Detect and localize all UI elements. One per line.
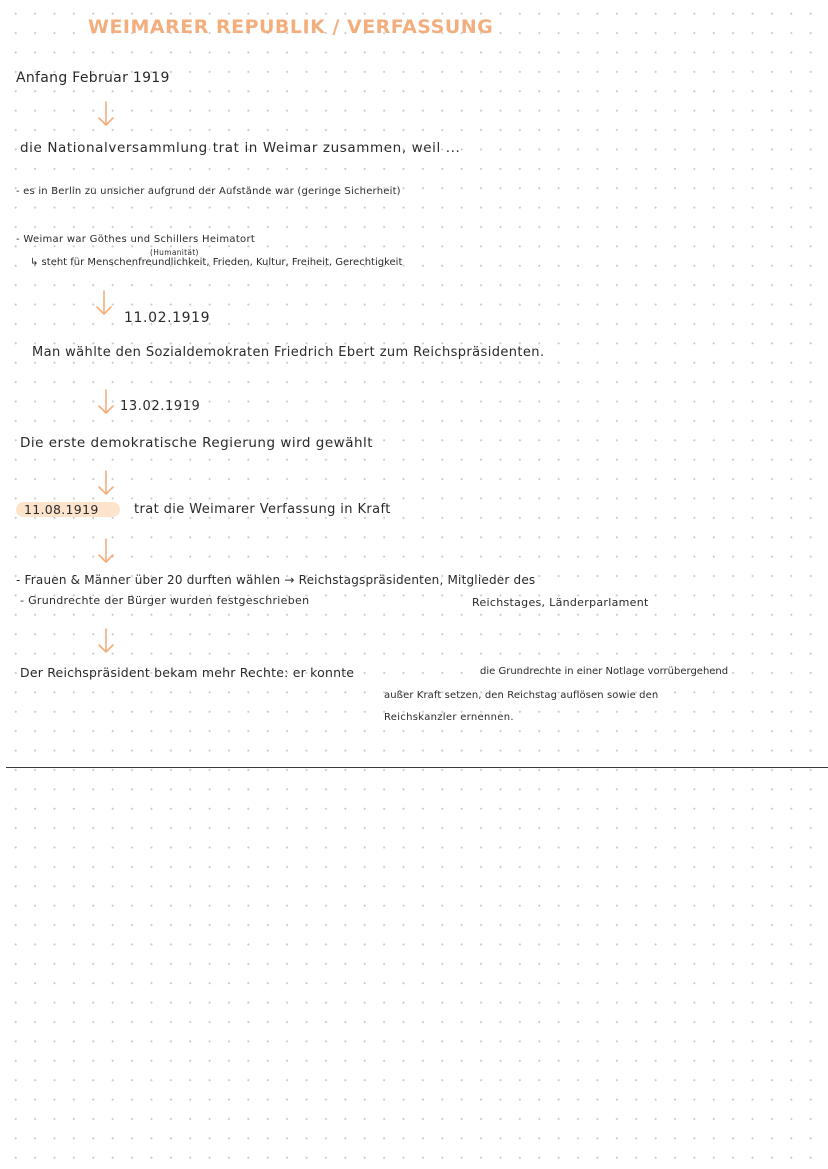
note-assembly: die Nationalversammlung trat in Weimar zusammen, weil ... (20, 140, 461, 156)
divider-line (6, 767, 828, 768)
down-arrow-icon (94, 290, 114, 316)
note-vote-1: - Frauen & Männer über 20 durften wählen → Reichstagspräsidenten, Mitglieder des (16, 573, 536, 587)
page-title: WEIMARER REPUBLIK / VERFASSUNG (88, 16, 494, 38)
note-reason-2-annotation: (Humanität) (150, 248, 199, 257)
note-constitution: trat die Weimarer Verfassung in Kraft (134, 502, 391, 517)
down-arrow-icon (96, 389, 116, 415)
note-president-1: Der Reichspräsident bekam mehr Rechte: er konnte (20, 665, 355, 680)
note-reason-2-sub: ↳ steht für Menschenfreundlichkeit, Frieden, Kultur, Freiheit, Gerechtigkeit (30, 257, 403, 268)
date-1: 11.02.1919 (124, 310, 211, 326)
note-reason-2: - Weimar war Göthes und Schillers Heimatort (16, 234, 256, 245)
note-vote-2b: Reichstages, Länderparlament (472, 596, 649, 609)
note-start: Anfang Februar 1919 (16, 70, 170, 86)
date-3: 11.08.1919 (24, 502, 99, 517)
note-ebert: Man wählte den Sozialdemokraten Friedrich Ebert zum Reichspräsidenten. (32, 345, 545, 360)
down-arrow-icon (96, 470, 116, 496)
note-reason-1: - es in Berlin zu unsicher aufgrund der Aufstände war (geringe Sicherheit) (16, 186, 401, 197)
down-arrow-icon (96, 628, 116, 654)
down-arrow-icon (96, 538, 116, 564)
note-government: Die erste demokratische Regierung wird gewählt (20, 435, 374, 451)
date-2: 13.02.1919 (120, 399, 201, 414)
note-president-3: Reichskanzler ernennen. (384, 712, 514, 723)
note-president-1b: die Grundrechte in einer Notlage vorrübergehend (480, 666, 729, 677)
down-arrow-icon (96, 101, 116, 127)
note-president-2: außer Kraft setzen, den Reichstag auflösen sowie den (384, 690, 659, 701)
note-vote-2: - Grundrechte der Bürger wurden festgeschrieben (20, 594, 310, 607)
